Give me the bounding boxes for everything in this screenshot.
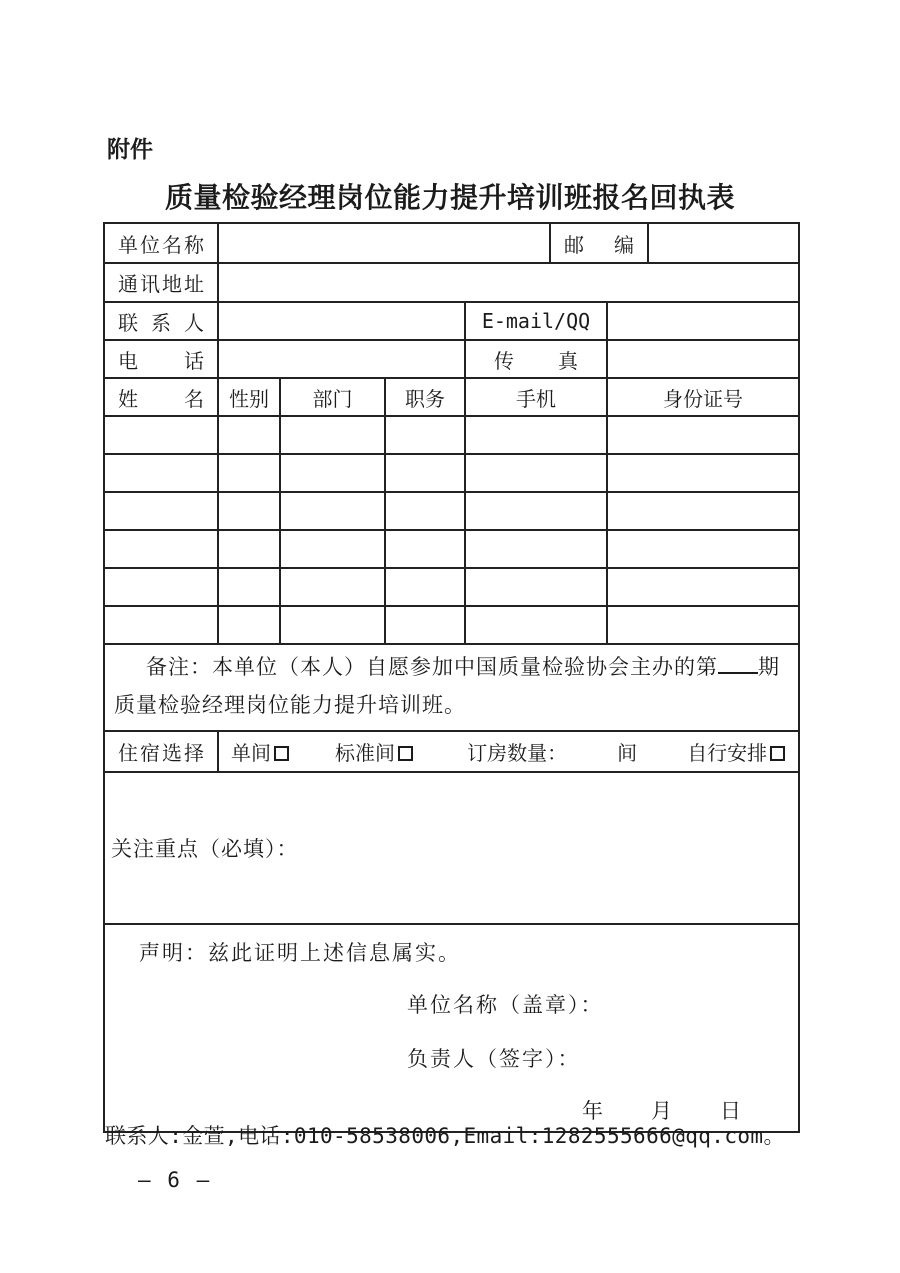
date-line: 年 月 日: [582, 1099, 743, 1123]
gender-cell: [218, 416, 280, 454]
gender-cell: [218, 606, 280, 644]
lodging-row: [104, 731, 799, 772]
registration-form-table: [103, 222, 800, 1133]
name-cell: [104, 492, 218, 530]
department-cell: [280, 492, 385, 530]
self-arrange-checkbox: [770, 746, 785, 761]
col-header-gender: 性别: [218, 378, 280, 416]
email-label: E-mail/QQ: [465, 302, 607, 340]
id-number-cell: [607, 416, 799, 454]
id-number-cell: [607, 530, 799, 568]
single-room-checkbox: [274, 746, 289, 761]
unit-name-field: [218, 223, 550, 263]
page-number: — 6 —: [138, 1168, 212, 1192]
self-arrange-label: 自行安排: [687, 741, 768, 765]
department-cell: [280, 454, 385, 492]
email-field: [607, 302, 799, 340]
personnel-empty-row: [104, 416, 799, 454]
col-header-mobile: 手机: [465, 378, 607, 416]
footer-contact-info: 联系人:金萱,电话:010-58538006,Email:1282555666@qq.com。: [105, 1124, 785, 1148]
focus-label: 关注重点（必填）：: [111, 837, 299, 861]
note-text-after-blank: 期: [758, 655, 780, 679]
standard-room-label: 标准间: [335, 741, 396, 765]
contact-label: 联系人: [104, 302, 218, 340]
department-cell: [280, 530, 385, 568]
gender-cell: [218, 530, 280, 568]
position-cell: [385, 568, 465, 606]
fax-label: 传真: [465, 340, 607, 378]
name-cell: [104, 530, 218, 568]
personnel-empty-row: [104, 492, 799, 530]
mobile-cell: [465, 530, 607, 568]
mobile-cell: [465, 606, 607, 644]
position-cell: [385, 606, 465, 644]
position-cell: [385, 492, 465, 530]
phone-field: [218, 340, 465, 378]
col-header-position: 职务: [385, 378, 465, 416]
declaration-cell: [104, 924, 799, 1132]
mobile-cell: [465, 416, 607, 454]
lodging-label: 住宿选择: [104, 731, 218, 772]
contact-field: [218, 302, 465, 340]
gender-cell: [218, 454, 280, 492]
id-number-cell: [607, 454, 799, 492]
fill-in-blank-line: [718, 660, 758, 674]
mobile-cell: [465, 454, 607, 492]
focus-row: [104, 772, 799, 924]
attachment-label: 附件: [107, 136, 153, 162]
contact-row: [104, 302, 799, 340]
note-row: [104, 644, 799, 731]
col-header-department: 部门: [280, 378, 385, 416]
personnel-empty-row: [104, 606, 799, 644]
unit-seal-label: 单位名称（盖章）：: [407, 993, 604, 1017]
note-text-before-blank: 备注：本单位（本人）自愿参加中国质量检验协会主办的第: [146, 655, 718, 679]
unit-name-label: 单位名称: [104, 223, 218, 263]
id-number-cell: [607, 606, 799, 644]
department-cell: [280, 416, 385, 454]
signature-label: 负责人（签字）：: [407, 1047, 581, 1071]
unit-name-row: [104, 223, 799, 263]
lodging-options: [218, 731, 799, 772]
single-room-label: 单间: [231, 741, 271, 765]
note-line1: [114, 648, 789, 686]
position-cell: [385, 416, 465, 454]
quantity-unit-label: 间: [617, 741, 638, 765]
mobile-cell: [465, 492, 607, 530]
personnel-empty-row: [104, 454, 799, 492]
address-field: [218, 263, 799, 302]
col-header-name: 姓名: [104, 378, 218, 416]
phone-label: 电话: [104, 340, 218, 378]
note-cell: [104, 644, 799, 731]
id-number-cell: [607, 492, 799, 530]
postal-code-field: [648, 223, 799, 263]
focus-cell: [104, 772, 799, 924]
booking-quantity-label: 订房数量：: [467, 741, 568, 765]
declaration-row: [104, 924, 799, 1132]
personnel-empty-row: [104, 568, 799, 606]
name-cell: [104, 606, 218, 644]
col-header-id-number: 身份证号: [607, 378, 799, 416]
personnel-header-row: [104, 378, 799, 416]
note-line2: 质量检验经理岗位能力提升培训班。: [114, 693, 466, 717]
gender-cell: [218, 492, 280, 530]
postal-code-label: 邮编: [550, 223, 648, 263]
address-row: [104, 263, 799, 302]
personnel-empty-row: [104, 530, 799, 568]
name-cell: [104, 454, 218, 492]
page-title: 质量检验经理岗位能力提升培训班报名回执表: [164, 181, 735, 214]
department-cell: [280, 606, 385, 644]
name-cell: [104, 568, 218, 606]
standard-room-checkbox: [398, 746, 413, 761]
position-cell: [385, 530, 465, 568]
fax-field: [607, 340, 799, 378]
address-label: 通讯地址: [104, 263, 218, 302]
mobile-cell: [465, 568, 607, 606]
id-number-cell: [607, 568, 799, 606]
phone-row: [104, 340, 799, 378]
gender-cell: [218, 568, 280, 606]
declaration-statement: 声明：兹此证明上述信息属实。: [139, 941, 461, 965]
position-cell: [385, 454, 465, 492]
name-cell: [104, 416, 218, 454]
department-cell: [280, 568, 385, 606]
